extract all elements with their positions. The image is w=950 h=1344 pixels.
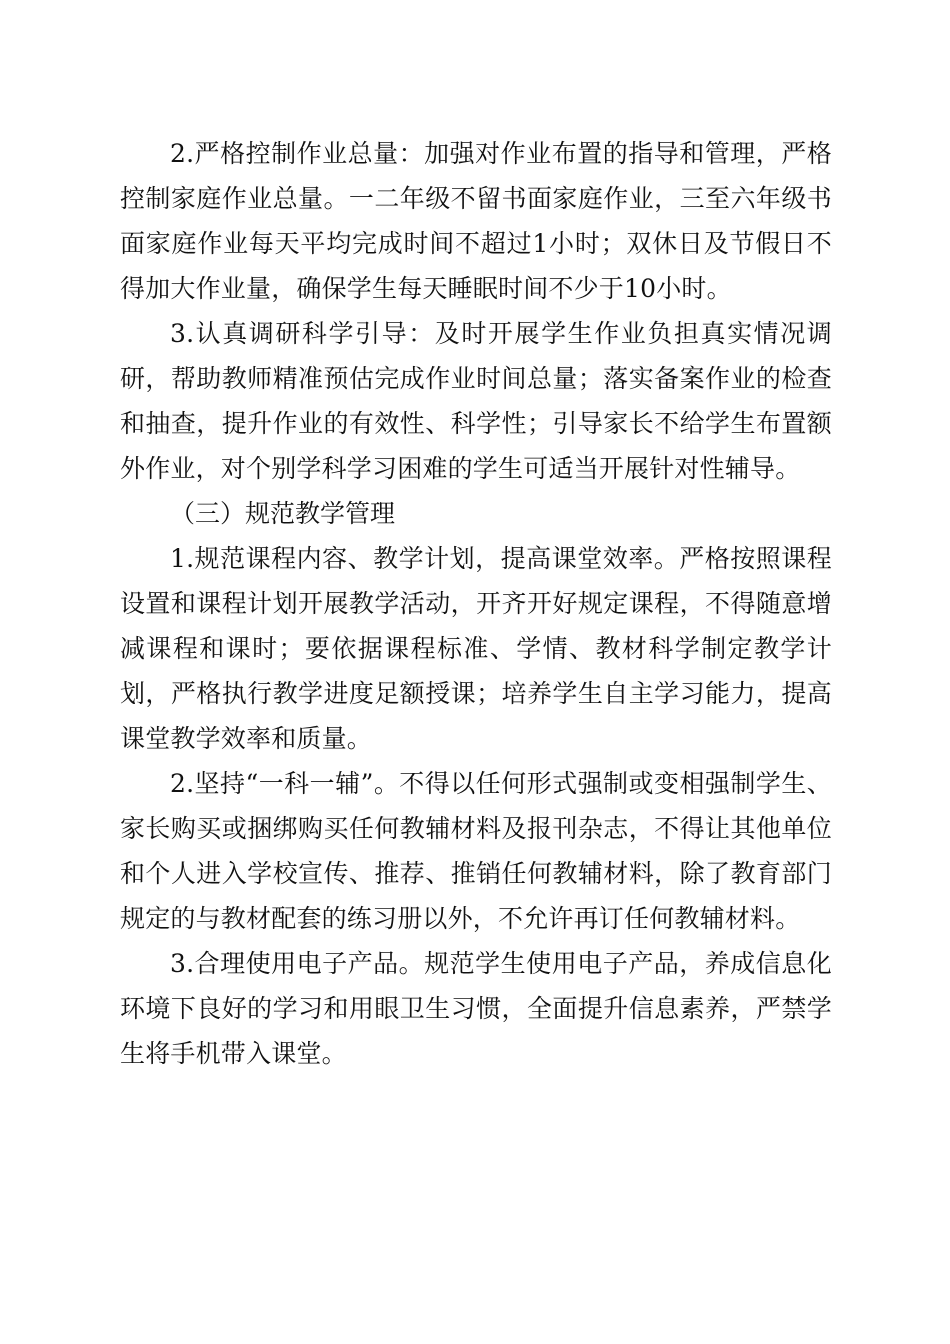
paragraph-workload-total: 2.严格控制作业总量：加强对作业布置的指导和管理，严格控制家庭作业总量。一二年级不留书面家庭作业，三至六年级书面家庭作业每天平均完成时间不超过1小时；双休日及节假日不得加大作业量，确保学生每天睡眠时间不少于10小时。 [120, 139, 832, 303]
document-body [120, 131, 832, 1076]
paragraph-curriculum: 1.规范课程内容、教学计划，提高课堂效率。严格按照课程设置和课程计划开展教学活动，开齐开好规定课程，不得随意增减课程和课时；要依据课程标准、学情、教材科学制定教学计划，严格执行教学进度足额授课；培养学生自主学习能力，提高课堂教学效率和质量。 [120, 544, 832, 753]
paragraph-electronics: 3.合理使用电子产品。规范学生使用电子产品，养成信息化环境下良好的学习和用眼卫生习惯，全面提升信息素养，严禁学生将手机带入课堂。 [120, 949, 832, 1068]
paragraph-research-guidance: 3.认真调研科学引导：及时开展学生作业负担真实情况调研，帮助教师精准预估完成作业时间总量；落实备案作业的检查和抽查，提升作业的有效性、科学性；引导家长不给学生布置额外作业，对个别学科学习困难的学生可适当开展针对性辅导。 [120, 319, 832, 483]
section-heading-teaching-management: （三）规范教学管理 [170, 499, 396, 528]
paragraph-one-subject-one-aid: 2.坚持“一科一辅”。不得以任何形式强制或变相强制学生、家长购买或捆绑购买任何教辅材料及报刊杂志，不得让其他单位和个人进入学校宣传、推荐、推销任何教辅材料，除了教育部门规定的与教材配套的练习册以外，不允许再订任何教辅材料。 [120, 769, 832, 933]
